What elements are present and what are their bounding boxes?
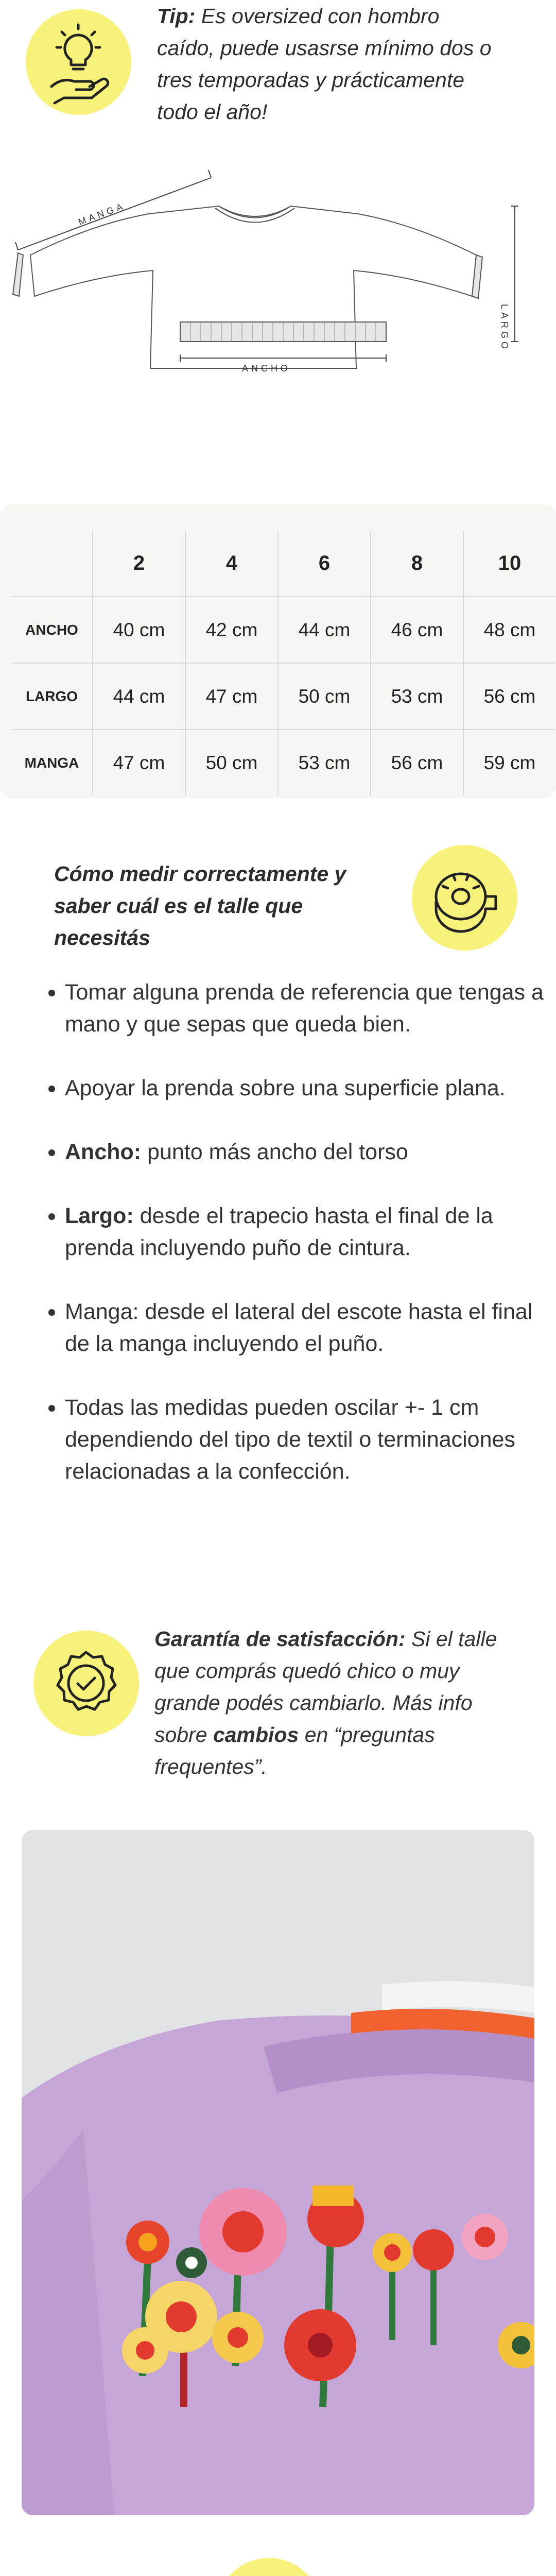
measure-icon-circle (412, 845, 517, 951)
list-item (65, 976, 556, 1040)
step-text: Tomar alguna prenda de referencia que tengas a mano y que sepas que queda bien. (65, 980, 544, 1037)
table-row (11, 663, 555, 730)
table-cell: 53 cm (278, 730, 371, 795)
verified-badge-icon (33, 1631, 139, 1736)
row-label-ancho: ANCHO (11, 597, 93, 663)
step-text: desde el trapecio hasta el final de la prenda incluyendo puño de cintura. (65, 1204, 493, 1260)
tip-body: Es oversized con hombro caído, puede usasrse mínimo dos o tres temporadas y prácticamente todo el año! (157, 4, 492, 124)
table-cell: 40 cm (93, 597, 185, 663)
size-column-header: 6 (278, 531, 371, 597)
size-column-header: 10 (463, 531, 555, 597)
size-column-header: 4 (185, 531, 278, 597)
size-table-header-row (11, 531, 555, 597)
lightbulb-hand-icon (26, 9, 131, 115)
row-label-manga: MANGA (11, 730, 93, 795)
manga-label: MANGA (77, 200, 127, 227)
step-text: Apoyar la prenda sobre una superficie plana. (65, 1076, 506, 1100)
floral-sweatshirt-illustration (22, 1830, 534, 2515)
table-cell: 44 cm (278, 597, 371, 663)
table-cell: 59 cm (463, 730, 555, 795)
table-cell: 48 cm (463, 597, 555, 663)
step-text: punto más ancho del torso (141, 1140, 408, 1164)
list-item (65, 1136, 556, 1168)
row-label-largo: LARGO (11, 663, 93, 730)
size-table-corner (11, 531, 93, 597)
tip-icon-circle (26, 9, 131, 115)
guarantee-icon-circle (33, 1631, 139, 1736)
guarantee-body: Si el talle que comprás quedó chico o muy grande podés cambiarlo. Más info sobre (154, 1627, 497, 1747)
closing-icon-circle (216, 2558, 322, 2576)
step-bold: Ancho: (65, 1140, 142, 1164)
table-cell: 42 cm (185, 597, 278, 663)
product-photo (22, 1830, 534, 2515)
table-cell: 50 cm (185, 730, 278, 795)
guarantee-label: Garantía de satisfacción: (154, 1627, 406, 1651)
size-column-header: 8 (371, 531, 463, 597)
table-cell: 56 cm (371, 730, 463, 795)
largo-label: LARGO (499, 304, 510, 352)
table-cell: 53 cm (371, 663, 463, 730)
list-item (65, 1392, 556, 1487)
step-text: Manga: desde el lateral del escote hasta el final de la manga incluyendo el puño. (65, 1299, 533, 1356)
size-column-header: 2 (93, 531, 185, 597)
list-item (65, 1072, 556, 1104)
guarantee-text (154, 1623, 525, 1783)
guarantee-body-end: en “preguntas frequentes”. (154, 1723, 435, 1778)
sweatshirt-measure-diagram (0, 165, 556, 438)
table-row (11, 730, 555, 795)
measure-title: Cómo medir correctamente y saber cuál es el talle que necesitás (54, 862, 346, 950)
ancho-label: ANCHO (242, 363, 291, 374)
table-cell: 50 cm (278, 663, 371, 730)
measuring-tape-icon (412, 845, 517, 951)
cambios-link[interactable]: cambios (213, 1723, 299, 1747)
table-cell: 44 cm (93, 663, 185, 730)
table-row (11, 597, 555, 663)
list-item (65, 1200, 556, 1264)
hearts-chat-icon (216, 2558, 322, 2576)
table-cell: 46 cm (371, 597, 463, 663)
size-table (11, 531, 555, 795)
table-cell: 56 cm (463, 663, 555, 730)
step-bold: Largo: (65, 1204, 134, 1228)
table-cell: 47 cm (93, 730, 185, 795)
table-cell: 47 cm (185, 663, 278, 730)
measure-steps-list (41, 976, 556, 1487)
tip-text (157, 0, 492, 128)
tip-label: Tip: (157, 4, 196, 28)
step-text: Todas las medidas pueden oscilar +- 1 cm dependiendo del tipo de textil o terminaciones relacionadas a la confección. (65, 1395, 515, 1484)
list-item (65, 1296, 556, 1360)
